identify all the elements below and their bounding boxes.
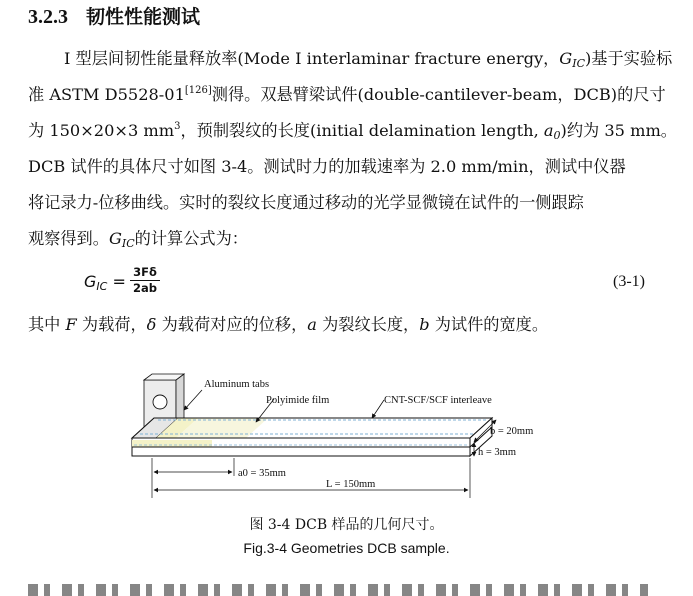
label-length: L = 150mm	[326, 479, 376, 490]
paragraph-line-6	[28, 228, 248, 250]
text-segment: 观察得到。	[28, 229, 109, 248]
section-heading	[28, 2, 200, 29]
paragraph-line-1	[64, 48, 672, 70]
paragraph-line-3	[28, 120, 677, 142]
label-width: b = 20mm	[490, 426, 534, 437]
equation-fraction	[130, 266, 160, 295]
text-segment: 准 ASTM D5528-01	[28, 85, 185, 104]
equals-sign: =	[112, 272, 126, 291]
next-line-partial	[28, 584, 648, 596]
label-polyimide-film: Polyimide film	[266, 395, 330, 406]
figure-caption-cn: 图 3-4 DCB 样品的几何尺寸。	[249, 517, 444, 533]
leader-interleave	[372, 400, 384, 418]
paragraph-line-4: DCB 试件的具体尺寸如图 3-4。测试时力的加载速率为 2.0 mm/min，测试中仪器	[28, 157, 626, 176]
symbol-f: F	[65, 315, 77, 334]
symbol-b: b	[419, 315, 430, 334]
text-segment: 的计算公式为：	[134, 229, 248, 248]
text-segment: 为载荷对应的位移，	[156, 315, 308, 334]
section-number: 3.2.3	[28, 6, 68, 28]
superscript: 3	[174, 121, 181, 132]
symbol-a: a	[543, 121, 554, 140]
symbol-subscript: IC	[572, 57, 585, 70]
figure-caption-en: Fig.3-4 Geometries DCB sample.	[243, 540, 450, 556]
symbol-g: G	[84, 272, 97, 291]
text-segment: 其中	[28, 315, 66, 334]
equation-number: (3-1)	[613, 273, 645, 290]
section-title: 韧性性能测试	[86, 6, 201, 28]
label-thickness: h = 3mm	[478, 447, 517, 458]
equation-numerator: 3Fδ	[133, 265, 157, 279]
polyimide-film-front	[132, 440, 212, 447]
text-segment: 为试件的宽度。	[429, 315, 549, 334]
text-segment: )基于实验标	[584, 49, 673, 68]
leader-aluminum-tabs	[184, 390, 202, 410]
symbol-g: G	[559, 49, 573, 68]
label-crack-length: a0 = 35mm	[238, 468, 286, 479]
dcb-diagram	[118, 372, 538, 502]
text-segment: 为载荷，	[76, 315, 147, 334]
paragraph-line-5: 将记录力-位移曲线。实时的裂纹长度通过移动的光学显微镜在试件的一侧跟踪	[28, 193, 584, 212]
text-segment: 测得。双悬臂梁试件(double-cantilever-beam，DCB)的尺寸	[211, 85, 666, 104]
paragraph-line-2	[28, 84, 666, 106]
symbol-a: a	[307, 315, 317, 334]
equation-denominator: 2ab	[133, 281, 157, 295]
symbol-delta: δ	[146, 315, 157, 334]
symbol-g: G	[108, 229, 122, 248]
text-segment: I 型层间韧性能量释放率(Mode I interlaminar fracture energy，	[64, 49, 560, 68]
text-segment: 为 150×20×3 mm	[28, 121, 175, 140]
citation-ref: [126]	[184, 85, 212, 96]
symbol-subscript: IC	[96, 280, 108, 293]
tab-hole-icon	[153, 395, 167, 409]
label-aluminum-tabs: Aluminum tabs	[204, 379, 270, 390]
equation-lhs	[84, 272, 126, 291]
text-segment: 为裂纹长度，	[316, 315, 420, 334]
definition-line	[28, 314, 548, 336]
label-interleave: CNT-SCF/SCF interleave	[384, 395, 492, 406]
text-segment: )约为 35 mm。	[560, 121, 677, 140]
symbol-subscript: IC	[121, 237, 135, 250]
symbol-subscript: 0	[553, 129, 561, 142]
text-segment: ，预制裂纹的长度(initial delamination length,	[180, 121, 544, 140]
